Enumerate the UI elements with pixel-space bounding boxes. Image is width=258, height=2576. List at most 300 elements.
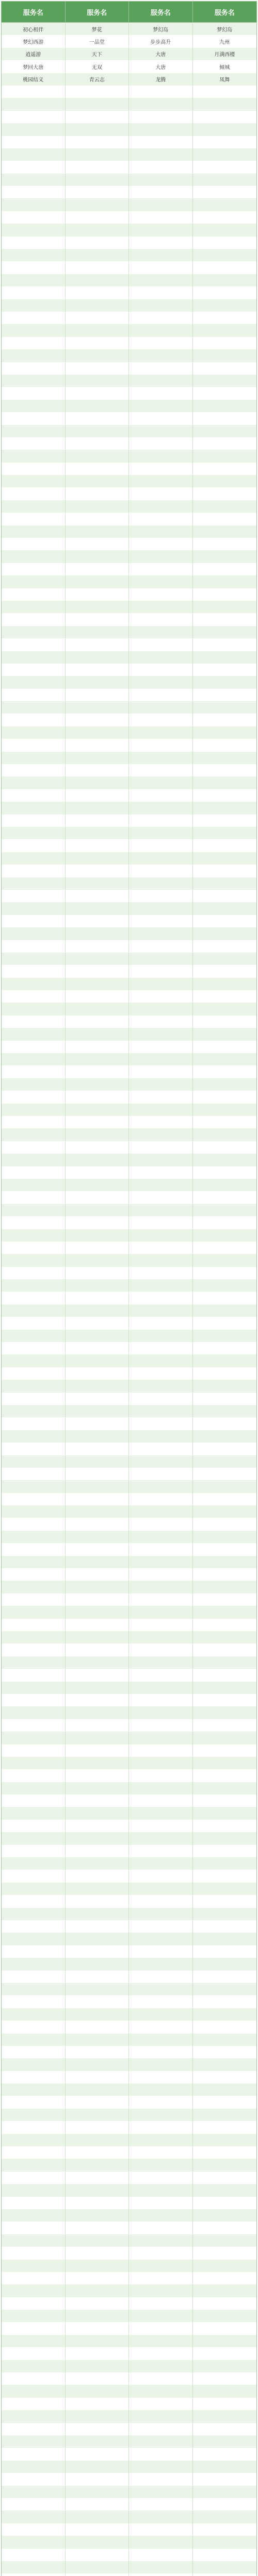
table-cell bbox=[193, 915, 257, 927]
table-row bbox=[2, 425, 256, 437]
table-row bbox=[2, 1883, 256, 1895]
table-cell bbox=[193, 2310, 257, 2322]
table-cell bbox=[2, 500, 66, 513]
table-cell bbox=[66, 2310, 130, 2322]
table-row bbox=[2, 601, 256, 613]
table-cell bbox=[66, 1443, 130, 1455]
table-cell bbox=[129, 2536, 193, 2548]
table-cell bbox=[129, 2071, 193, 2083]
table-cell bbox=[129, 1719, 193, 1732]
table-cell bbox=[193, 1606, 257, 1618]
table-cell bbox=[193, 1543, 257, 1555]
table-cell bbox=[129, 1732, 193, 1744]
table-row bbox=[2, 1568, 256, 1581]
table-cell bbox=[66, 450, 130, 462]
table-cell bbox=[129, 1317, 193, 1329]
table-cell bbox=[66, 1556, 130, 1568]
table-cell bbox=[129, 236, 193, 249]
table-cell bbox=[66, 865, 130, 877]
table-cell bbox=[129, 2347, 193, 2360]
table-cell bbox=[193, 1254, 257, 1266]
table-cell bbox=[193, 1053, 257, 1065]
table-cell bbox=[129, 1518, 193, 1530]
table-cell bbox=[66, 1945, 130, 1958]
table-cell bbox=[193, 261, 257, 274]
table-row bbox=[2, 815, 256, 827]
table-cell bbox=[2, 2573, 66, 2576]
table-cell bbox=[193, 487, 257, 500]
table-cell bbox=[193, 1505, 257, 1518]
table-row bbox=[2, 2260, 256, 2272]
table-cell bbox=[2, 1958, 66, 1970]
table-cell bbox=[193, 1908, 257, 1920]
table-cell bbox=[66, 2096, 130, 2108]
table-cell bbox=[2, 940, 66, 953]
table-cell bbox=[2, 1304, 66, 1317]
table-cell bbox=[129, 2385, 193, 2397]
table-cell bbox=[2, 2058, 66, 2071]
table-row bbox=[2, 839, 256, 852]
table-cell bbox=[2, 174, 66, 186]
table-cell bbox=[2, 1581, 66, 1593]
table-row bbox=[2, 1744, 256, 1757]
table-cell bbox=[66, 1656, 130, 1669]
table-cell bbox=[193, 1995, 257, 2008]
table-cell: 大唐 bbox=[129, 48, 193, 60]
table-cell bbox=[66, 1920, 130, 1933]
table-cell bbox=[193, 111, 257, 123]
table-cell bbox=[66, 1493, 130, 1505]
table-cell bbox=[193, 2058, 257, 2071]
table-cell bbox=[193, 701, 257, 714]
table-cell bbox=[129, 1820, 193, 1832]
table-cell bbox=[193, 2523, 257, 2536]
table-cell bbox=[2, 274, 66, 286]
table-cell bbox=[66, 953, 130, 965]
table-cell bbox=[2, 86, 66, 98]
table-cell bbox=[2, 211, 66, 224]
table-cell bbox=[129, 400, 193, 412]
table-cell bbox=[66, 1229, 130, 1242]
table-row bbox=[2, 500, 256, 513]
table-cell bbox=[66, 2260, 130, 2272]
table-cell bbox=[66, 1782, 130, 1794]
table-cell bbox=[2, 186, 66, 198]
table-cell bbox=[193, 1945, 257, 1958]
table-cell bbox=[2, 1292, 66, 1304]
table-cell bbox=[129, 1958, 193, 1970]
table-cell bbox=[193, 1719, 257, 1732]
table-cell bbox=[66, 2573, 130, 2576]
table-cell bbox=[193, 739, 257, 751]
table-cell bbox=[129, 1505, 193, 1518]
table-cell bbox=[66, 827, 130, 839]
table-row bbox=[2, 752, 256, 764]
table-row bbox=[2, 2046, 256, 2058]
table-cell bbox=[129, 953, 193, 965]
table-cell bbox=[2, 1631, 66, 1643]
table-cell bbox=[193, 1656, 257, 1669]
table-cell bbox=[66, 1769, 130, 1782]
table-cell bbox=[66, 1744, 130, 1757]
table-cell bbox=[66, 978, 130, 990]
table-row bbox=[2, 1706, 256, 1719]
table-cell: 倾城 bbox=[219, 64, 230, 71]
table-cell bbox=[129, 526, 193, 538]
table-cell bbox=[2, 1242, 66, 1254]
table-cell bbox=[193, 1832, 257, 1844]
table-cell bbox=[129, 1794, 193, 1807]
table-cell bbox=[129, 651, 193, 664]
table-row bbox=[2, 714, 256, 726]
table-row bbox=[2, 965, 256, 977]
table-cell bbox=[193, 1958, 257, 1970]
table-cell bbox=[193, 274, 257, 286]
table-row bbox=[2, 2197, 256, 2209]
table-cell bbox=[66, 2146, 130, 2159]
table-row bbox=[2, 1505, 256, 1518]
table-row bbox=[2, 1216, 256, 1229]
table-cell bbox=[193, 2372, 257, 2385]
table-cell bbox=[129, 1883, 193, 1895]
table-cell bbox=[66, 815, 130, 827]
table-cell bbox=[66, 638, 130, 651]
table-cell bbox=[129, 2033, 193, 2046]
table-row bbox=[2, 1682, 256, 1694]
table-row bbox=[2, 186, 256, 198]
table-cell bbox=[2, 1794, 66, 1807]
table-cell bbox=[129, 1166, 193, 1179]
table-cell bbox=[193, 852, 257, 865]
table-cell bbox=[2, 1945, 66, 1958]
table-cell bbox=[2, 1405, 66, 1417]
table-row bbox=[2, 2423, 256, 2435]
table-cell bbox=[193, 1330, 257, 1342]
table-cell bbox=[2, 802, 66, 814]
table-cell bbox=[193, 2247, 257, 2259]
table-cell bbox=[2, 425, 66, 437]
table-cell bbox=[193, 2561, 257, 2573]
table-cell bbox=[193, 1417, 257, 1430]
table-row bbox=[2, 1958, 256, 1970]
table-cell bbox=[129, 1342, 193, 1354]
table-cell bbox=[66, 86, 130, 98]
table-cell bbox=[129, 978, 193, 990]
table-cell bbox=[66, 1480, 130, 1493]
table-cell bbox=[2, 2561, 66, 2573]
table-cell bbox=[66, 613, 130, 625]
table-cell bbox=[66, 1505, 130, 1518]
table-cell: 梦幻岛 bbox=[217, 27, 233, 33]
table-cell bbox=[129, 1908, 193, 1920]
table-row bbox=[2, 2335, 256, 2347]
table-cell bbox=[193, 1354, 257, 1367]
table-cell bbox=[66, 2372, 130, 2385]
table-body bbox=[2, 23, 256, 2576]
table-row bbox=[2, 437, 256, 450]
table-cell bbox=[66, 236, 130, 249]
table-cell bbox=[129, 450, 193, 462]
table-cell bbox=[66, 1619, 130, 1631]
table-cell bbox=[129, 136, 193, 148]
table-cell bbox=[2, 1229, 66, 1242]
table-cell bbox=[193, 425, 257, 437]
table-cell bbox=[66, 1581, 130, 1593]
table-cell bbox=[66, 739, 130, 751]
table-cell bbox=[129, 601, 193, 613]
table-cell bbox=[2, 1417, 66, 1430]
table-row bbox=[2, 2549, 256, 2561]
table-cell bbox=[66, 890, 130, 902]
table-cell bbox=[2, 613, 66, 625]
table-cell bbox=[129, 1292, 193, 1304]
table-cell bbox=[129, 927, 193, 940]
table-cell bbox=[193, 1933, 257, 1945]
table-cell bbox=[2, 1505, 66, 1518]
table-cell bbox=[66, 274, 130, 286]
table-row bbox=[2, 1757, 256, 1769]
table-cell bbox=[129, 274, 193, 286]
table-cell bbox=[66, 2561, 130, 2573]
table-cell bbox=[193, 2297, 257, 2310]
table-row bbox=[2, 475, 256, 487]
table-cell bbox=[66, 1179, 130, 1191]
table-cell bbox=[129, 1367, 193, 1380]
table-cell bbox=[129, 1857, 193, 1870]
table-cell bbox=[129, 2511, 193, 2523]
table-cell bbox=[2, 1166, 66, 1179]
table-cell bbox=[193, 286, 257, 299]
table-cell bbox=[129, 839, 193, 852]
table-cell bbox=[193, 1393, 257, 1405]
table-row bbox=[2, 953, 256, 965]
table-cell bbox=[129, 2134, 193, 2146]
table-row bbox=[2, 865, 256, 877]
table-cell bbox=[193, 198, 257, 211]
table-cell bbox=[129, 337, 193, 349]
table-cell bbox=[66, 2209, 130, 2222]
table-cell bbox=[66, 2184, 130, 2196]
table-cell bbox=[2, 927, 66, 940]
table-cell bbox=[2, 588, 66, 601]
table-row bbox=[2, 563, 256, 575]
table-cell bbox=[129, 1304, 193, 1317]
table-cell bbox=[2, 513, 66, 525]
table-row bbox=[2, 1242, 256, 1254]
table-row bbox=[2, 513, 256, 525]
table-cell bbox=[2, 2473, 66, 2485]
table-cell bbox=[2, 1908, 66, 1920]
table-row bbox=[2, 1656, 256, 1669]
table-cell bbox=[193, 588, 257, 601]
table-cell bbox=[66, 2511, 130, 2523]
table-cell bbox=[66, 324, 130, 336]
table-cell bbox=[2, 463, 66, 475]
table-cell bbox=[193, 2134, 257, 2146]
table-row bbox=[2, 1128, 256, 1141]
table-cell bbox=[66, 651, 130, 664]
table-cell bbox=[2, 2209, 66, 2222]
table-cell bbox=[66, 1405, 130, 1417]
table-cell bbox=[193, 827, 257, 839]
table-cell bbox=[129, 638, 193, 651]
table-cell bbox=[129, 1807, 193, 1819]
table-cell bbox=[2, 726, 66, 739]
table-row bbox=[2, 1430, 256, 1443]
table-row bbox=[2, 1480, 256, 1493]
table-cell bbox=[129, 412, 193, 425]
table-row bbox=[2, 1091, 256, 1103]
table-cell bbox=[129, 2021, 193, 2033]
table-cell bbox=[2, 1682, 66, 1694]
table-cell bbox=[66, 1883, 130, 1895]
table-cell bbox=[129, 965, 193, 977]
table-cell bbox=[129, 324, 193, 336]
table-cell bbox=[2, 362, 66, 375]
table-cell bbox=[129, 1405, 193, 1417]
table-cell bbox=[129, 2448, 193, 2460]
table-cell bbox=[193, 1304, 257, 1317]
table-cell bbox=[2, 1820, 66, 1832]
table-cell bbox=[193, 136, 257, 148]
table-row bbox=[2, 1820, 256, 1832]
table-cell bbox=[66, 387, 130, 399]
table-cell bbox=[193, 1166, 257, 1179]
table-cell bbox=[193, 2549, 257, 2561]
table-cell bbox=[66, 714, 130, 726]
table-cell bbox=[129, 764, 193, 776]
table-cell bbox=[129, 2398, 193, 2410]
table-cell bbox=[66, 1166, 130, 1179]
table-row bbox=[2, 676, 256, 688]
table-row bbox=[2, 2561, 256, 2573]
table-cell bbox=[129, 349, 193, 362]
table-cell bbox=[193, 1128, 257, 1141]
table-row bbox=[2, 2410, 256, 2422]
table-row bbox=[2, 1116, 256, 1128]
table-row bbox=[2, 978, 256, 990]
table-row bbox=[2, 1179, 256, 1191]
table-cell bbox=[66, 1971, 130, 1983]
table-row bbox=[2, 1971, 256, 1983]
table-row bbox=[2, 1732, 256, 1744]
table-cell bbox=[66, 2159, 130, 2171]
table-cell bbox=[2, 1065, 66, 1078]
table-cell bbox=[129, 1179, 193, 1191]
table-cell bbox=[66, 2322, 130, 2334]
table-cell bbox=[2, 1971, 66, 1983]
table-cell bbox=[2, 2461, 66, 2473]
table-cell bbox=[129, 261, 193, 274]
table-cell bbox=[2, 1191, 66, 1204]
table-row bbox=[2, 2536, 256, 2548]
table-cell bbox=[193, 2398, 257, 2410]
table-cell bbox=[2, 387, 66, 399]
table-row bbox=[2, 651, 256, 664]
table-cell bbox=[2, 575, 66, 588]
table-cell bbox=[129, 940, 193, 953]
table-cell: 梦幻西游 bbox=[2, 35, 66, 47]
table-cell bbox=[2, 1883, 66, 1895]
table-cell bbox=[2, 852, 66, 865]
table-row bbox=[2, 1518, 256, 1530]
table-cell bbox=[129, 676, 193, 688]
table-cell bbox=[193, 2498, 257, 2511]
table-cell bbox=[2, 2272, 66, 2284]
table-cell bbox=[66, 286, 130, 299]
table-cell bbox=[66, 1983, 130, 1995]
table-row bbox=[2, 2008, 256, 2021]
table-cell bbox=[2, 349, 66, 362]
table-row bbox=[2, 526, 256, 538]
table-cell bbox=[129, 2310, 193, 2322]
table-cell bbox=[66, 839, 130, 852]
table-cell bbox=[193, 1631, 257, 1643]
table-cell bbox=[66, 902, 130, 914]
table-cell bbox=[66, 1995, 130, 2008]
table-cell bbox=[193, 2033, 257, 2046]
table-cell bbox=[2, 1568, 66, 1581]
table-cell bbox=[193, 626, 257, 638]
table-cell bbox=[2, 601, 66, 613]
table-cell bbox=[66, 2461, 130, 2473]
table-cell bbox=[2, 2398, 66, 2410]
table-cell bbox=[129, 575, 193, 588]
table-row bbox=[2, 2184, 256, 2196]
table-cell bbox=[129, 1330, 193, 1342]
table-row bbox=[2, 111, 256, 123]
table-cell bbox=[66, 136, 130, 148]
table-cell: 初心相伴 bbox=[2, 23, 66, 35]
table-cell: 月满西楼 bbox=[214, 52, 235, 58]
table-cell bbox=[66, 701, 130, 714]
table-cell bbox=[66, 915, 130, 927]
table-cell bbox=[193, 550, 257, 563]
table-cell bbox=[129, 224, 193, 236]
table-cell bbox=[193, 2083, 257, 2096]
table-cell bbox=[66, 2423, 130, 2435]
table-cell bbox=[66, 1669, 130, 1681]
table-cell bbox=[66, 1430, 130, 1443]
table-cell bbox=[2, 2310, 66, 2322]
table-cell bbox=[193, 1694, 257, 1706]
table-cell bbox=[2, 1393, 66, 1405]
table-cell bbox=[66, 362, 130, 375]
table-row bbox=[2, 2372, 256, 2385]
table-cell bbox=[2, 224, 66, 236]
table-cell: 梦花 bbox=[66, 23, 130, 35]
table-cell bbox=[193, 1430, 257, 1443]
table-cell bbox=[66, 1116, 130, 1128]
table-cell bbox=[193, 1971, 257, 1983]
table-row bbox=[2, 1531, 256, 1543]
table-cell bbox=[2, 1719, 66, 1732]
table-cell bbox=[66, 1870, 130, 1882]
column-header: 服务名 bbox=[2, 2, 66, 23]
table-cell bbox=[129, 2096, 193, 2108]
table-cell bbox=[193, 865, 257, 877]
table-cell bbox=[2, 1656, 66, 1669]
table-row bbox=[2, 2347, 256, 2360]
table-cell bbox=[66, 2486, 130, 2498]
table-cell bbox=[2, 890, 66, 902]
table-cell bbox=[66, 500, 130, 513]
table-cell bbox=[2, 1179, 66, 1191]
table-cell bbox=[66, 2385, 130, 2397]
table-cell bbox=[129, 550, 193, 563]
table-row bbox=[2, 1065, 256, 1078]
table-row bbox=[2, 2486, 256, 2498]
